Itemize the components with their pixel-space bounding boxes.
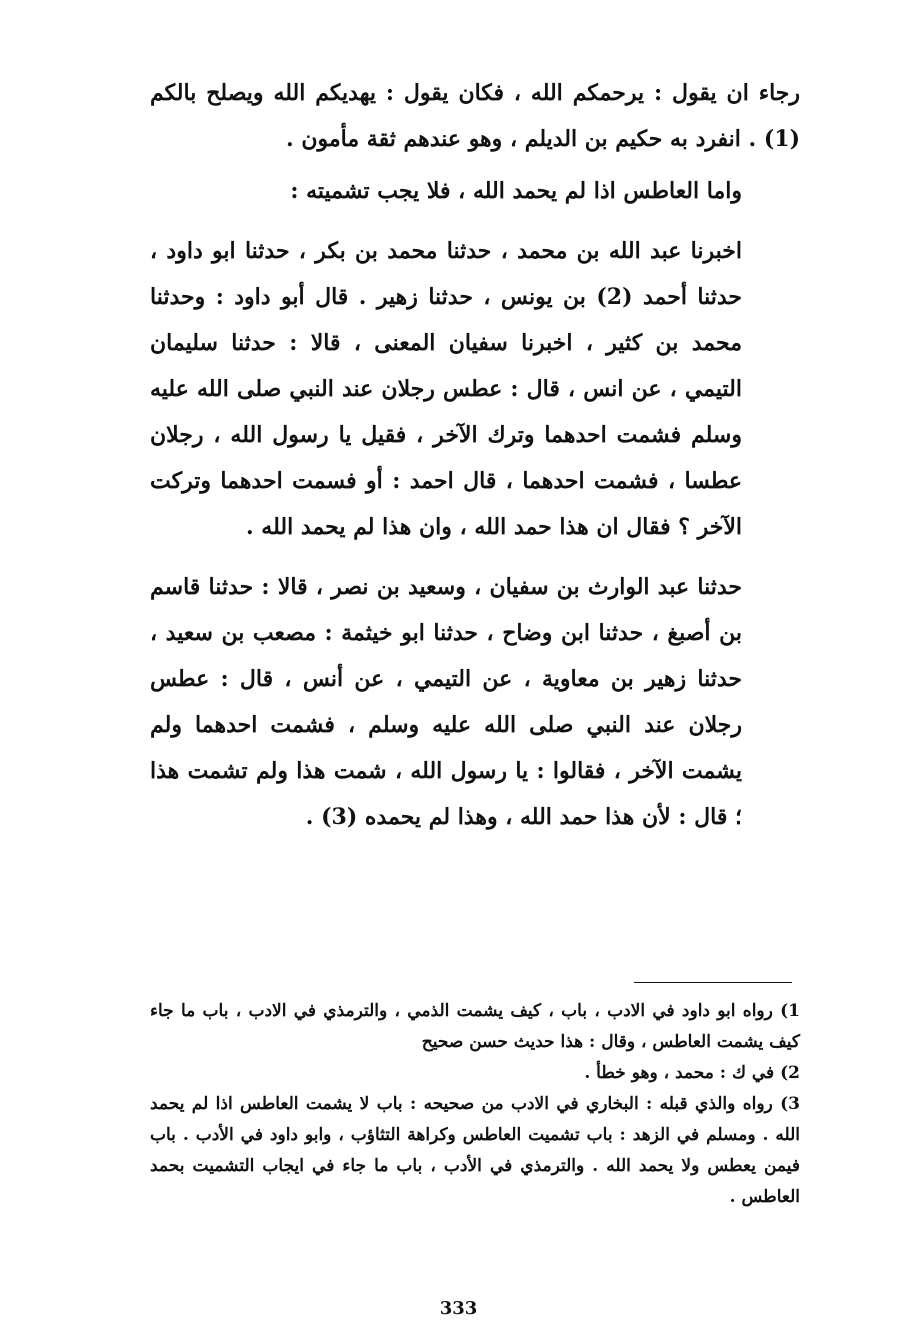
footnote-divider <box>634 982 792 983</box>
paragraph-3: اخبرنا عبد الله بن محمد ، حدثنا محمد بن بكر ، حدثنا ابو داود ، حدثنا أحمد (2) بن يونس ، حدثنا زهير . قال أبو داود : وحدثنا محمد بن كثير ، اخبرنا سفيان المعنى ، قالا : حدثنا سليمان التيمي ، عن انس ، قال : عطس رجلان عند النبي صلى الله عليه وسلم فشمت احدهما وترك الآخر ، فقيل يا رسول الله ، رجلان عطسا ، فشمت احدهما ، قال احمد : أو فسمت احدهما وتركت الآخر ؟ فقال ان هذا حمد الله ، وان هذا لم يحمد الله . <box>150 238 742 540</box>
paragraph-4: حدثنا عبد الوارث بن سفيان ، وسعيد بن نصر ، قالا : حدثنا قاسم بن أصبغ ، حدثنا ابن وضاح ، حدثنا ابو خيثمة : مصعب بن سعيد ، حدثنا زهير بن معاوية ، عن التيمي ، عن أنس ، قال : عطس رجلان عند النبي صلى الله عليه وسلم ، فشمت احدهما ولم يشمت الآخر ، فقالوا : يا رسول الله ، شمت هذا ولم تشمت هذا ؛ قال : لأن هذا حمد الله ، وهذا لم يحمده (3) . <box>150 574 742 830</box>
footnote-1: 1) رواه ابو داود في الادب ، باب ، كيف يشمت الذمي ، والترمذي في الادب ، باب ما جاء كيف يشمت العاطس ، وقال : هذا حديث حسن صحيح <box>150 1001 800 1052</box>
footnotes <box>150 996 800 1213</box>
page-number: 333 <box>439 1298 478 1319</box>
paragraph-1: رجاء ان يقول : يرحمكم الله ، فكان يقول : يهديكم الله ويصلح بالكم (1) . انفرد به حكيم بن الديلم ، وهو عندهم ثقة مأمون . <box>150 80 800 152</box>
paragraph-2: واما العاطس اذا لم يحمد الله ، فلا يجب تشميته : <box>290 178 742 204</box>
main-text <box>150 70 800 840</box>
footnote-2: 2) في ك : محمد ، وهو خطأ . <box>584 1063 800 1083</box>
footnote-3: 3) رواه والذي قبله : البخاري في الادب من صحيحه : باب لا يشمت العاطس اذا لم يحمد الله . ومسلم في الزهد : باب تشميت العاطس وكراهة التثاؤب ، وابو داود في الأدب . باب فيمن يعطس ولا يحمد الله . والترمذي في الأدب ، باب ما جاء في ايجاب التشميت بحمد العاطس . <box>150 1094 800 1207</box>
